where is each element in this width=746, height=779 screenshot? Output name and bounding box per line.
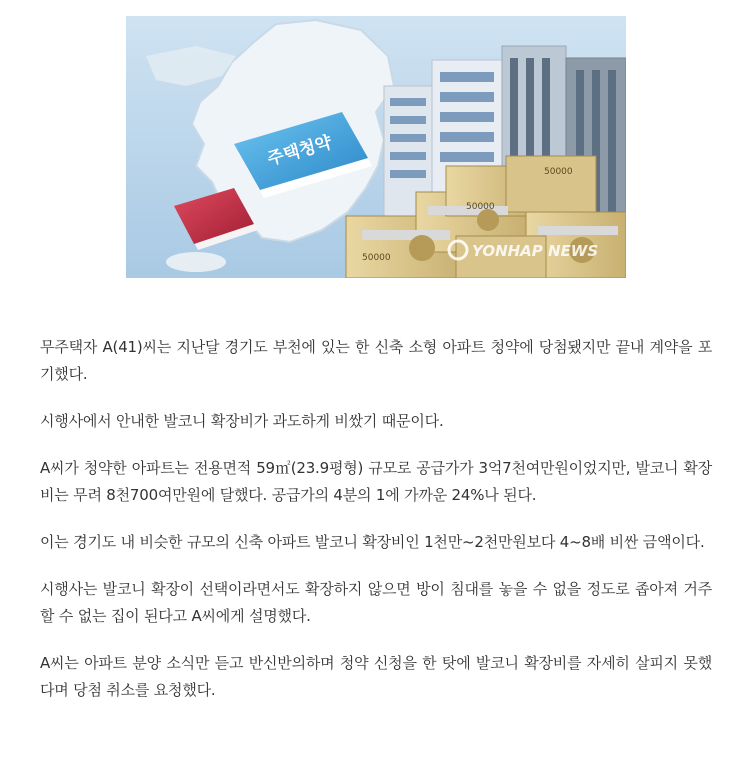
banknote-number: 50000	[466, 202, 495, 212]
article-paragraph: 무주택자 A(41)씨는 지난달 경기도 부천에 있는 한 신축 소형 아파트 청약에 당첨됐지만 끝내 계약을 포기했다.	[40, 338, 712, 383]
banknote-number: 50000	[544, 167, 573, 177]
yonhap-watermark	[449, 241, 598, 260]
article-body	[40, 334, 712, 724]
article-paragraph: 시행사에서 안내한 발코니 확장비가 과도하게 비쌌기 때문이다.	[40, 412, 444, 430]
article-paragraph: 이는 경기도 내 비슷한 규모의 신축 아파트 발코니 확장비인 1천만~2천만원보다 4~8배 비싼 금액이다.	[40, 533, 705, 551]
illustration-svg	[126, 16, 626, 278]
news-illustration	[126, 16, 626, 278]
article-paragraph: 시행사는 발코니 확장이 선택이라면서도 확장하지 않으면 방이 침대를 놓을 수 없을 정도로 좁아져 거주할 수 없는 집이 된다고 A씨에게 설명했다.	[40, 580, 712, 625]
booklet-label: 주택청약	[265, 132, 334, 170]
watermark-text: YONHAP NEWS	[472, 242, 599, 260]
island-shape	[166, 252, 226, 272]
article-paragraph: A씨가 청약한 아파트는 전용면적 59㎡(23.9평형) 규모로 공급가가 3억7천여만원이었지만, 발코니 확장비는 무려 8천700여만원에 달했다. 공급가의 4분의 1에 가까운 24%나 된다.	[40, 459, 712, 504]
banknote-number: 50000	[362, 253, 391, 263]
article-paragraph: A씨는 아파트 분양 소식만 듣고 반신반의하며 청약 신청을 한 탓에 발코니 확장비를 자세히 살피지 못했다며 당첨 취소를 요청했다.	[40, 654, 712, 699]
